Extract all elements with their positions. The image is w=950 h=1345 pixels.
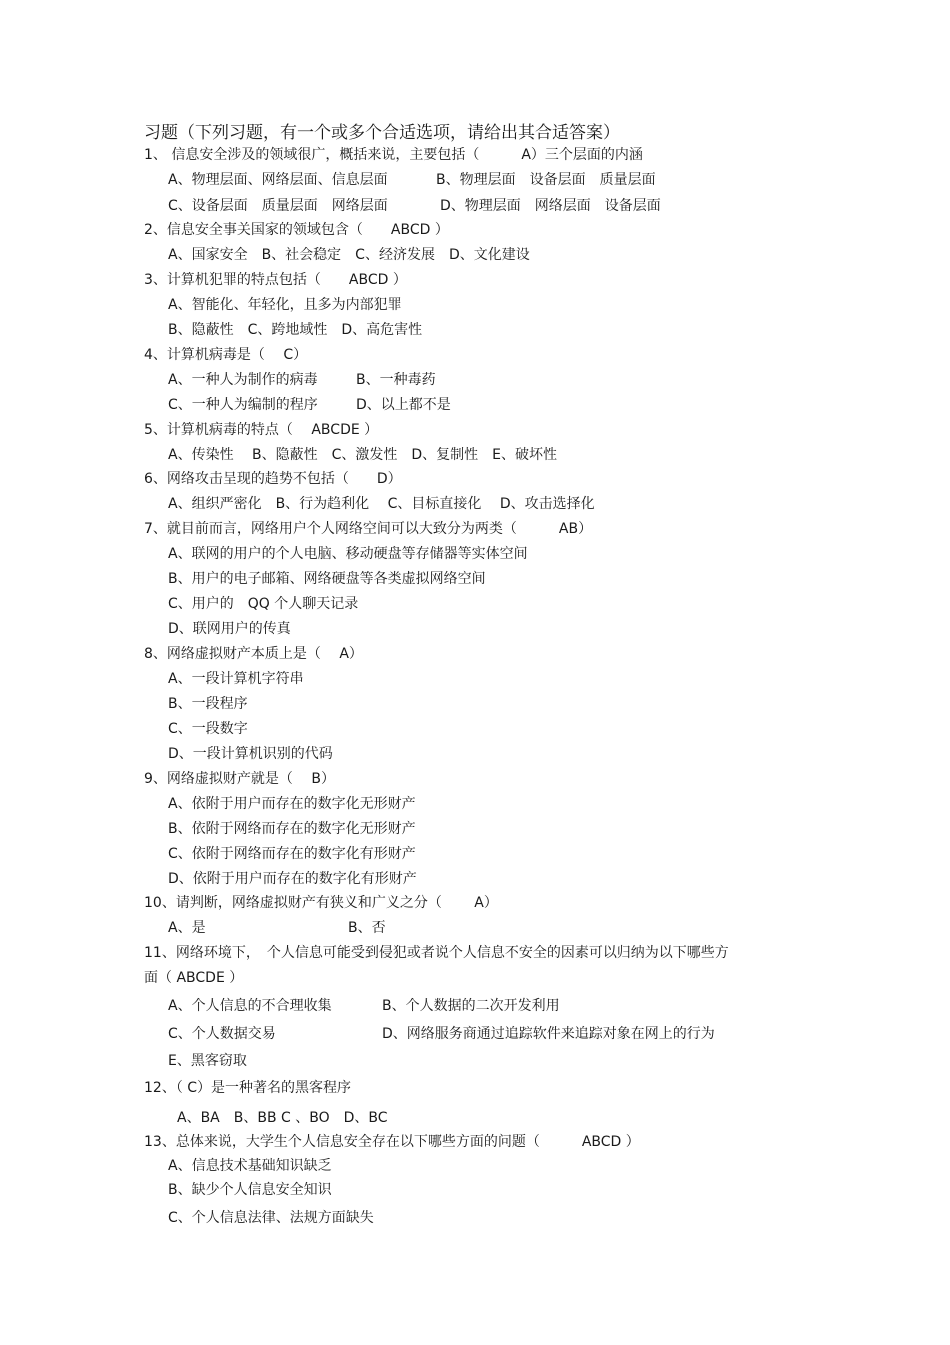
option-line: A、BA B、BB C 、BO D、BC	[177, 1110, 388, 1126]
option-line: A、一段计算机字符串	[168, 671, 304, 687]
option-line: A、传染性 B、隐蔽性 C、激发性 D、复制性 E、破坏性	[168, 447, 558, 463]
option: A、是	[168, 920, 206, 936]
option: A、个人信息的不合理收集	[168, 998, 332, 1014]
question-stem: 6、网络攻击呈现的趋势不包括（ D）	[144, 471, 402, 487]
option-line: D、联网用户的传真	[168, 621, 291, 637]
question-stem: 2、信息安全事关国家的领域包含（ ABCD ）	[144, 222, 449, 238]
question-stem: 13、总体来说，大学生个人信息安全存在以下哪些方面的问题（ ABCD ）	[144, 1134, 640, 1150]
option: D、物理层面 网络层面 设备层面	[440, 198, 661, 214]
option-line: A、组织严密化 B、行为趋利化 C、目标直接化 D、攻击选择化	[168, 496, 595, 512]
option-line: B、依附于网络而存在的数字化无形财产	[168, 821, 416, 837]
option: B、一种毒药	[356, 372, 436, 388]
option-line: D、依附于用户而存在的数字化有形财产	[168, 871, 417, 887]
question-stem: 11、网络环境下， 个人信息可能受到侵犯或者说个人信息不安全的因素可以归纳为以下哪些方	[144, 945, 729, 961]
question-stem: 12、（ C）是一种著名的黑客程序	[144, 1080, 352, 1096]
question-stem: 1、 信息安全涉及的领域很广，概括来说，主要包括（ A）三个层面的内涵	[144, 147, 643, 163]
option-line: B、隐蔽性 C、跨地域性 D、高危害性	[168, 322, 423, 338]
question-stem-continued: 面（ ABCDE ）	[144, 970, 244, 986]
option-line: C、个人信息法律、法规方面缺失	[168, 1210, 374, 1226]
option: C、一种人为编制的程序	[168, 397, 318, 413]
option-line: A、信息技术基础知识缺乏	[168, 1158, 332, 1174]
option-line: E、黑客窃取	[168, 1053, 247, 1069]
question-stem: 4、计算机病毒是（ C）	[144, 347, 308, 363]
option-line: B、缺少个人信息安全知识	[168, 1182, 332, 1198]
option-line: A、智能化、年轻化，且多为内部犯罪	[168, 297, 402, 313]
exercise-title: 习题（下列习题，有一个或多个合适选项，请给出其合适答案）	[144, 123, 620, 143]
question-stem: 3、计算机犯罪的特点包括（ ABCD ）	[144, 272, 407, 288]
option-line: C、用户的 QQ 个人聊天记录	[168, 596, 359, 612]
option: C、设备层面 质量层面 网络层面	[168, 198, 388, 214]
option-line: A、联网的用户的个人电脑、移动硬盘等存储器等实体空间	[168, 546, 528, 562]
option-line: C、一段数字	[168, 721, 248, 737]
question-stem: 7、就目前而言，网络用户个人网络空间可以大致分为两类（ AB）	[144, 521, 593, 537]
option: A、一种人为制作的病毒	[168, 372, 318, 388]
question-stem: 8、网络虚拟财产本质上是（ A）	[144, 646, 363, 662]
option: A、物理层面、网络层面、信息层面	[168, 172, 388, 188]
option: B、否	[348, 920, 386, 936]
question-stem: 10、请判断，网络虚拟财产有狭义和广义之分（ A）	[144, 895, 498, 911]
option: D、网络服务商通过追踪软件来追踪对象在网上的行为	[382, 1026, 715, 1042]
option-line: A、国家安全 B、社会稳定 C、经济发展 D、文化建设	[168, 247, 530, 263]
question-stem: 9、网络虚拟财产就是（ B）	[144, 771, 335, 787]
option: D、以上都不是	[356, 397, 451, 413]
option: B、个人数据的二次开发利用	[382, 998, 560, 1014]
option-line: A、依附于用户而存在的数字化无形财产	[168, 796, 416, 812]
option: C、个人数据交易	[168, 1026, 276, 1042]
option: B、物理层面 设备层面 质量层面	[436, 172, 656, 188]
question-stem: 5、计算机病毒的特点（ ABCDE ）	[144, 422, 379, 438]
option-line: B、用户的电子邮箱、网络硬盘等各类虚拟网络空间	[168, 571, 486, 587]
option-line: B、一段程序	[168, 696, 248, 712]
option-line: C、依附于网络而存在的数字化有形财产	[168, 846, 416, 862]
option-line: D、一段计算机识别的代码	[168, 746, 333, 762]
